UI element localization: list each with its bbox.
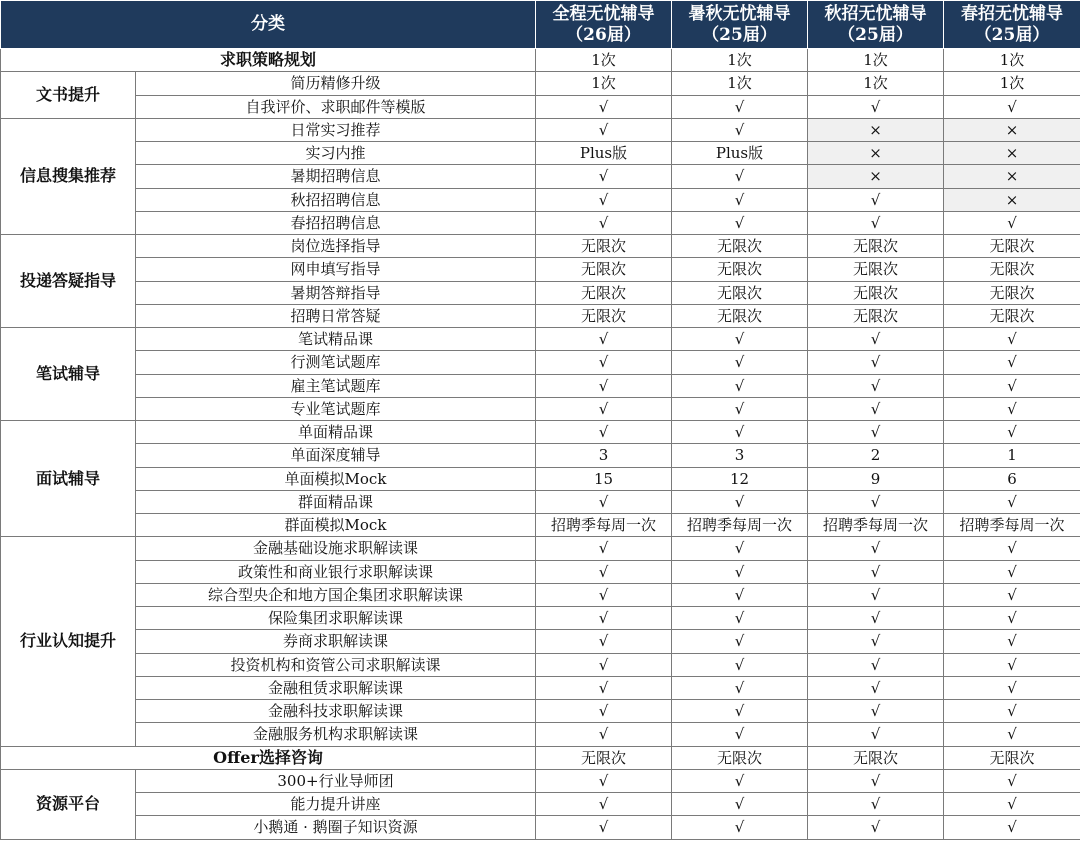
value-cell: √ bbox=[536, 95, 672, 118]
value-cell: √ bbox=[808, 769, 944, 792]
value-cell: 无限次 bbox=[536, 281, 672, 304]
value-cell: √ bbox=[672, 607, 808, 630]
category-cell: 投递答疑指导 bbox=[1, 235, 136, 328]
value-cell: √ bbox=[808, 374, 944, 397]
value-cell: 无限次 bbox=[672, 746, 808, 769]
table-row bbox=[1, 374, 1080, 397]
value-cell: 无限次 bbox=[536, 258, 672, 281]
value-cell: √ bbox=[944, 630, 1080, 653]
value-cell: √ bbox=[672, 723, 808, 746]
value-cell: √ bbox=[536, 630, 672, 653]
value-cell: √ bbox=[672, 95, 808, 118]
value-cell: 3 bbox=[536, 444, 672, 467]
value-cell: √ bbox=[944, 211, 1080, 234]
table-row bbox=[1, 444, 1080, 467]
table-row bbox=[1, 421, 1080, 444]
value-cell: √ bbox=[536, 165, 672, 188]
item-cell: 群面模拟Mock bbox=[136, 514, 536, 537]
value-cell: √ bbox=[808, 421, 944, 444]
table-row bbox=[1, 723, 1080, 746]
value-cell: 无限次 bbox=[536, 235, 672, 258]
item-cell: 券商求职解读课 bbox=[136, 630, 536, 653]
table-row bbox=[1, 514, 1080, 537]
item-cell: 保险集团求职解读课 bbox=[136, 607, 536, 630]
value-cell: × bbox=[944, 118, 1080, 141]
value-cell: Plus版 bbox=[672, 142, 808, 165]
value-cell: √ bbox=[672, 583, 808, 606]
table-row bbox=[1, 49, 1080, 72]
value-cell: √ bbox=[536, 653, 672, 676]
value-cell: 无限次 bbox=[808, 258, 944, 281]
item-cell: 岗位选择指导 bbox=[136, 235, 536, 258]
item-cell: 金融科技求职解读课 bbox=[136, 700, 536, 723]
value-cell: √ bbox=[672, 676, 808, 699]
item-cell: 单面模拟Mock bbox=[136, 467, 536, 490]
value-cell: √ bbox=[536, 723, 672, 746]
item-cell: 日常实习推荐 bbox=[136, 118, 536, 141]
value-cell: 招聘季每周一次 bbox=[536, 514, 672, 537]
value-cell: √ bbox=[808, 793, 944, 816]
value-cell: 无限次 bbox=[944, 281, 1080, 304]
value-cell: 招聘季每周一次 bbox=[944, 514, 1080, 537]
value-cell: 9 bbox=[808, 467, 944, 490]
value-cell: × bbox=[808, 142, 944, 165]
value-cell: √ bbox=[808, 653, 944, 676]
value-cell: √ bbox=[808, 560, 944, 583]
value-cell: 1 bbox=[944, 444, 1080, 467]
item-cell: 招聘日常答疑 bbox=[136, 304, 536, 327]
value-cell: √ bbox=[808, 537, 944, 560]
value-cell: √ bbox=[672, 421, 808, 444]
value-cell: √ bbox=[536, 700, 672, 723]
item-cell: 金融服务机构求职解读课 bbox=[136, 723, 536, 746]
item-cell: 暑期答辩指导 bbox=[136, 281, 536, 304]
value-cell: Plus版 bbox=[536, 142, 672, 165]
value-cell: 1次 bbox=[672, 49, 808, 72]
value-cell: √ bbox=[808, 816, 944, 839]
value-cell: 无限次 bbox=[944, 235, 1080, 258]
value-cell: 无限次 bbox=[808, 304, 944, 327]
item-cell: 雇主笔试题库 bbox=[136, 374, 536, 397]
item-cell: 能力提升讲座 bbox=[136, 793, 536, 816]
category-cell: 求职策略规划 bbox=[1, 49, 536, 72]
value-cell: √ bbox=[944, 700, 1080, 723]
value-cell: √ bbox=[944, 793, 1080, 816]
value-cell: √ bbox=[808, 397, 944, 420]
value-cell: √ bbox=[944, 676, 1080, 699]
table-row bbox=[1, 235, 1080, 258]
item-cell: 投资机构和资管公司求职解读课 bbox=[136, 653, 536, 676]
value-cell: √ bbox=[808, 211, 944, 234]
item-cell: 金融租赁求职解读课 bbox=[136, 676, 536, 699]
item-cell: 暑期招聘信息 bbox=[136, 165, 536, 188]
value-cell: √ bbox=[808, 328, 944, 351]
table-row bbox=[1, 583, 1080, 606]
value-cell: √ bbox=[536, 490, 672, 513]
table-row bbox=[1, 537, 1080, 560]
value-cell: √ bbox=[944, 560, 1080, 583]
table-row bbox=[1, 467, 1080, 490]
value-cell: √ bbox=[944, 490, 1080, 513]
value-cell: √ bbox=[536, 607, 672, 630]
value-cell: × bbox=[944, 142, 1080, 165]
value-cell: √ bbox=[536, 583, 672, 606]
header-row bbox=[1, 1, 1080, 49]
value-cell: √ bbox=[944, 653, 1080, 676]
item-cell: 单面精品课 bbox=[136, 421, 536, 444]
plan-header: 全程无忧辅导 （26届） bbox=[536, 1, 672, 49]
table-row bbox=[1, 490, 1080, 513]
value-cell: × bbox=[944, 165, 1080, 188]
value-cell: √ bbox=[808, 188, 944, 211]
value-cell: 无限次 bbox=[808, 746, 944, 769]
value-cell: 无限次 bbox=[536, 746, 672, 769]
value-cell: √ bbox=[672, 374, 808, 397]
value-cell: 无限次 bbox=[944, 746, 1080, 769]
value-cell: 无限次 bbox=[672, 304, 808, 327]
category-cell: 信息搜集推荐 bbox=[1, 118, 136, 234]
value-cell: √ bbox=[536, 676, 672, 699]
value-cell: √ bbox=[808, 607, 944, 630]
item-cell: 群面精品课 bbox=[136, 490, 536, 513]
item-cell: 专业笔试题库 bbox=[136, 397, 536, 420]
table-row bbox=[1, 258, 1080, 281]
item-cell: 实习内推 bbox=[136, 142, 536, 165]
value-cell: √ bbox=[808, 583, 944, 606]
table-row bbox=[1, 746, 1080, 769]
table-row bbox=[1, 211, 1080, 234]
item-cell: 综合型央企和地方国企集团求职解读课 bbox=[136, 583, 536, 606]
value-cell: √ bbox=[672, 211, 808, 234]
plan-header: 暑秋无忧辅导 （25届） bbox=[672, 1, 808, 49]
table-row bbox=[1, 142, 1080, 165]
table-row bbox=[1, 793, 1080, 816]
value-cell: √ bbox=[672, 188, 808, 211]
value-cell: 15 bbox=[536, 467, 672, 490]
table-row bbox=[1, 188, 1080, 211]
value-cell: √ bbox=[536, 328, 672, 351]
value-cell: 1次 bbox=[536, 72, 672, 95]
value-cell: √ bbox=[536, 769, 672, 792]
table-row bbox=[1, 304, 1080, 327]
item-cell: 政策性和商业银行求职解读课 bbox=[136, 560, 536, 583]
value-cell: √ bbox=[536, 421, 672, 444]
value-cell: √ bbox=[672, 700, 808, 723]
table-row bbox=[1, 281, 1080, 304]
value-cell: 招聘季每周一次 bbox=[808, 514, 944, 537]
value-cell: √ bbox=[808, 630, 944, 653]
value-cell: √ bbox=[944, 95, 1080, 118]
value-cell: √ bbox=[672, 816, 808, 839]
value-cell: √ bbox=[536, 397, 672, 420]
value-cell: √ bbox=[536, 211, 672, 234]
table-row bbox=[1, 769, 1080, 792]
value-cell: √ bbox=[672, 118, 808, 141]
value-cell: √ bbox=[944, 328, 1080, 351]
value-cell: √ bbox=[944, 351, 1080, 374]
value-cell: √ bbox=[944, 374, 1080, 397]
value-cell: √ bbox=[536, 118, 672, 141]
item-cell: 秋招招聘信息 bbox=[136, 188, 536, 211]
value-cell: √ bbox=[536, 793, 672, 816]
value-cell: √ bbox=[672, 351, 808, 374]
category-cell: 面试辅导 bbox=[1, 421, 136, 537]
value-cell: √ bbox=[672, 537, 808, 560]
value-cell: √ bbox=[672, 165, 808, 188]
item-cell: 行测笔试题库 bbox=[136, 351, 536, 374]
category-cell: 笔试辅导 bbox=[1, 328, 136, 421]
table-row bbox=[1, 95, 1080, 118]
table-row bbox=[1, 118, 1080, 141]
value-cell: √ bbox=[944, 583, 1080, 606]
category-cell: 行业认知提升 bbox=[1, 537, 136, 746]
value-cell: √ bbox=[536, 188, 672, 211]
value-cell: √ bbox=[672, 769, 808, 792]
value-cell: √ bbox=[944, 421, 1080, 444]
value-cell: √ bbox=[944, 537, 1080, 560]
item-cell: 金融基础设施求职解读课 bbox=[136, 537, 536, 560]
value-cell: × bbox=[808, 165, 944, 188]
value-cell: √ bbox=[944, 723, 1080, 746]
value-cell: 1次 bbox=[944, 72, 1080, 95]
value-cell: √ bbox=[808, 676, 944, 699]
value-cell: √ bbox=[672, 397, 808, 420]
value-cell: 招聘季每周一次 bbox=[672, 514, 808, 537]
value-cell: √ bbox=[536, 560, 672, 583]
value-cell: 1次 bbox=[944, 49, 1080, 72]
value-cell: √ bbox=[944, 397, 1080, 420]
value-cell: 12 bbox=[672, 467, 808, 490]
value-cell: √ bbox=[672, 328, 808, 351]
value-cell: √ bbox=[944, 769, 1080, 792]
plan-header: 秋招无忧辅导 （25届） bbox=[808, 1, 944, 49]
table-row bbox=[1, 630, 1080, 653]
value-cell: 1次 bbox=[808, 72, 944, 95]
table-body bbox=[1, 49, 1080, 840]
table-row bbox=[1, 165, 1080, 188]
value-cell: √ bbox=[536, 351, 672, 374]
table-row bbox=[1, 560, 1080, 583]
table-row bbox=[1, 607, 1080, 630]
table-row bbox=[1, 653, 1080, 676]
item-cell: 春招招聘信息 bbox=[136, 211, 536, 234]
value-cell: √ bbox=[672, 630, 808, 653]
value-cell: 无限次 bbox=[944, 304, 1080, 327]
item-cell: 300+行业导师团 bbox=[136, 769, 536, 792]
value-cell: 无限次 bbox=[672, 281, 808, 304]
table-row bbox=[1, 700, 1080, 723]
item-cell: 小鹅通 · 鹅圈子知识资源 bbox=[136, 816, 536, 839]
item-cell: 简历精修升级 bbox=[136, 72, 536, 95]
value-cell: 无限次 bbox=[808, 281, 944, 304]
category-cell: 文书提升 bbox=[1, 72, 136, 119]
value-cell: × bbox=[808, 118, 944, 141]
table-row bbox=[1, 328, 1080, 351]
table-row bbox=[1, 351, 1080, 374]
value-cell: √ bbox=[944, 816, 1080, 839]
value-cell: 1次 bbox=[808, 49, 944, 72]
value-cell: √ bbox=[808, 723, 944, 746]
value-cell: 3 bbox=[672, 444, 808, 467]
value-cell: √ bbox=[672, 490, 808, 513]
value-cell: 1次 bbox=[672, 72, 808, 95]
value-cell: √ bbox=[808, 490, 944, 513]
value-cell: 2 bbox=[808, 444, 944, 467]
category-cell: Offer选择咨询 bbox=[1, 746, 536, 769]
value-cell: √ bbox=[672, 653, 808, 676]
value-cell: √ bbox=[536, 816, 672, 839]
value-cell: × bbox=[944, 188, 1080, 211]
value-cell: 无限次 bbox=[672, 258, 808, 281]
value-cell: 6 bbox=[944, 467, 1080, 490]
plan-header: 春招无忧辅导 （25届） bbox=[944, 1, 1080, 49]
table-row bbox=[1, 397, 1080, 420]
value-cell: 无限次 bbox=[944, 258, 1080, 281]
value-cell: √ bbox=[808, 700, 944, 723]
value-cell: √ bbox=[536, 374, 672, 397]
item-cell: 笔试精品课 bbox=[136, 328, 536, 351]
value-cell: √ bbox=[808, 351, 944, 374]
value-cell: √ bbox=[536, 537, 672, 560]
value-cell: 无限次 bbox=[672, 235, 808, 258]
category-header: 分类 bbox=[1, 1, 536, 49]
value-cell: 无限次 bbox=[536, 304, 672, 327]
item-cell: 自我评价、求职邮件等模版 bbox=[136, 95, 536, 118]
value-cell: 无限次 bbox=[808, 235, 944, 258]
table-row bbox=[1, 676, 1080, 699]
value-cell: √ bbox=[944, 607, 1080, 630]
value-cell: √ bbox=[808, 95, 944, 118]
value-cell: √ bbox=[672, 560, 808, 583]
table-row bbox=[1, 72, 1080, 95]
table-row bbox=[1, 816, 1080, 839]
item-cell: 网申填写指导 bbox=[136, 258, 536, 281]
value-cell: 1次 bbox=[536, 49, 672, 72]
item-cell: 单面深度辅导 bbox=[136, 444, 536, 467]
category-cell: 资源平台 bbox=[1, 769, 136, 839]
value-cell: √ bbox=[672, 793, 808, 816]
